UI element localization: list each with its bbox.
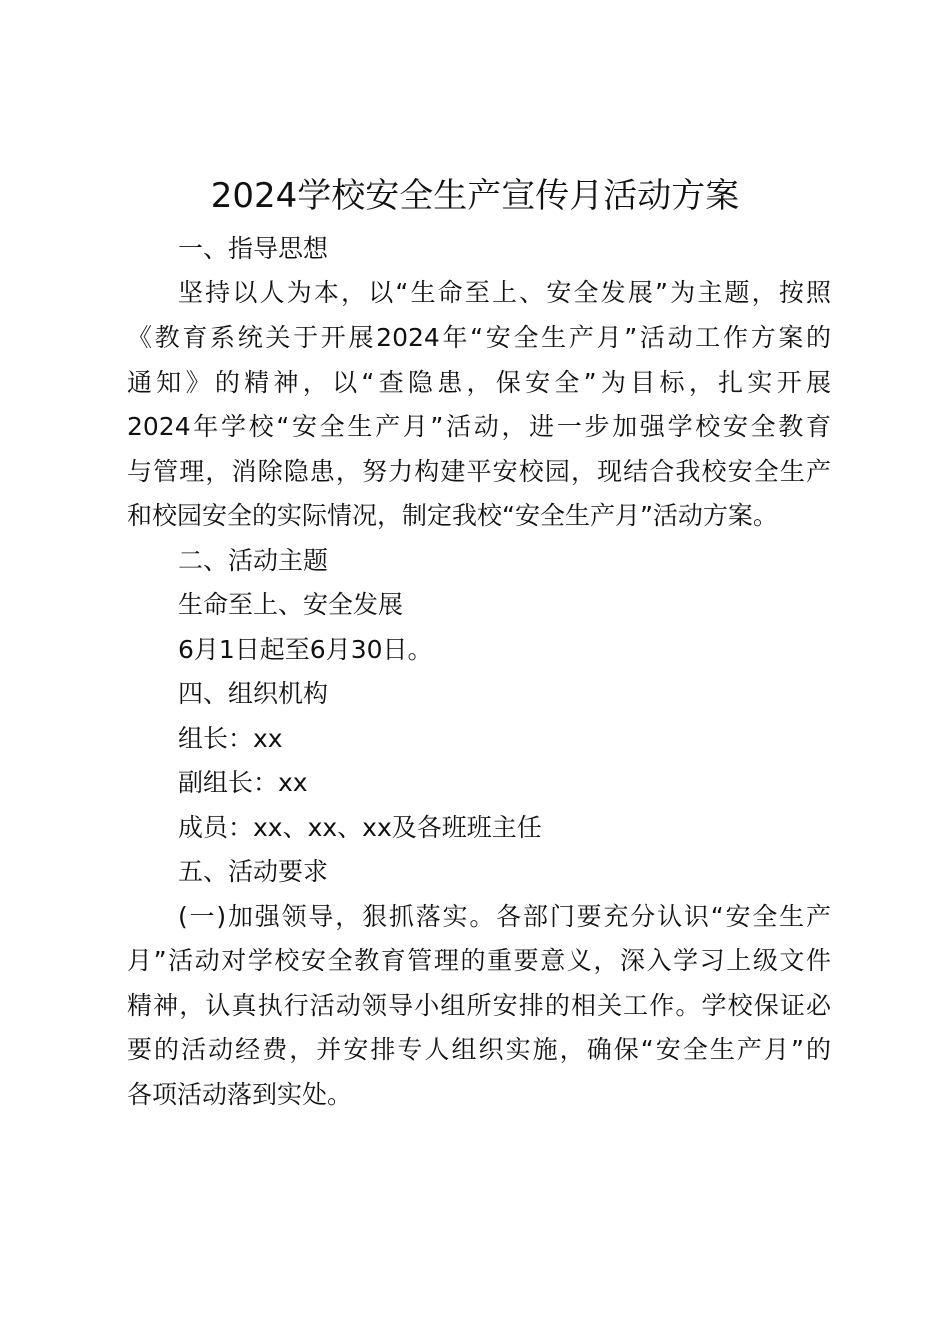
members-text: 成员：xx、xx、xx及各班班主任	[178, 813, 542, 842]
section-heading-guiding-ideology: 一、指导思想	[178, 234, 329, 263]
paragraph-line: 通知》的精神，以“查隐患，保安全”为目标，扎实开展	[127, 368, 831, 397]
paragraph-line: 月”活动对学校安全教育管理的重要意义，深入学习上级文件	[127, 946, 831, 975]
paragraph-line: 精神，认真执行活动领导小组所安排的相关工作。学校保证必	[127, 991, 831, 1020]
paragraph-line: 与管理，消除隐患，努力构建平安校园，现结合我校安全生产	[127, 457, 831, 486]
theme-text: 生命至上、安全发展	[178, 590, 404, 619]
section-heading-organization: 四、组织机构	[178, 679, 329, 708]
group-leader-text: 组长：xx	[178, 724, 283, 753]
section-heading-activity-theme: 二、活动主题	[178, 546, 329, 575]
deputy-leader-text: 副组长：xx	[178, 768, 308, 797]
paragraph-line: 《教育系统关于开展2024年“安全生产月”活动工作方案的	[127, 323, 831, 352]
paragraph-line: 坚持以人为本，以“生命至上、安全发展”为主题，按照	[178, 278, 831, 307]
paragraph-line: 各项活动落到实处。	[127, 1080, 353, 1109]
date-range-text: 6月1日起至6月30日。	[178, 635, 433, 664]
paragraph-line: 和校园安全的实际情况，制定我校“安全生产月”活动方案。	[127, 501, 778, 530]
paragraph-line: 2024年学校“安全生产月”活动，进一步加强学校安全教育	[127, 412, 831, 441]
section-heading-requirements: 五、活动要求	[178, 857, 329, 886]
paragraph-line: 要的活动经费，并安排专人组织实施，确保“安全生产月”的	[127, 1035, 831, 1064]
paragraph-line: (一)加强领导，狠抓落实。各部门要充分认识“安全生产	[178, 902, 831, 931]
document-title: 2024学校安全生产宣传月活动方案	[210, 176, 740, 216]
